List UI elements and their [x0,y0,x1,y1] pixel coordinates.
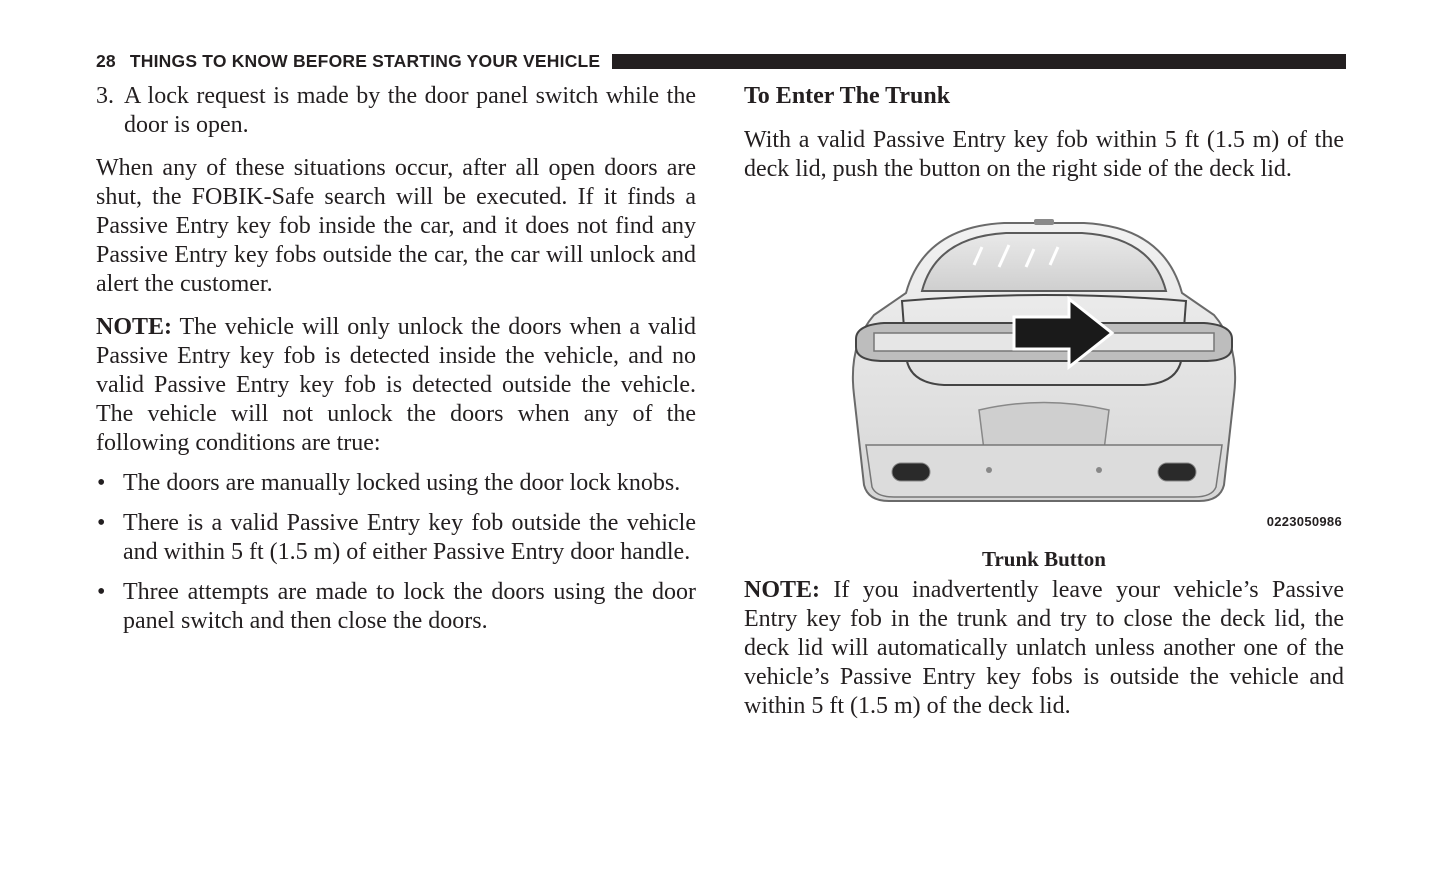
conditions-list [96,469,696,636]
list-item [96,469,696,498]
note-text: The vehicle will only unlock the doors when a valid Passive Entry key fob is detected inside the vehicle, and no valid Passive Entry key fob is detected outside the vehicle. The vehicle will not unlock the doors when any of the following conditions are true: [96,314,696,456]
note-label: NOTE: [744,577,821,603]
third-brake-light [1034,219,1054,225]
list-item [96,578,696,636]
section-title: THINGS TO KNOW BEFORE STARTING YOUR VEHICLE [129,50,601,71]
bullet-text: The doors are manually locked using the door lock knobs. [123,470,681,496]
exhaust-left [892,463,930,481]
left-column [96,82,696,647]
header-text [96,51,600,72]
page-header [96,50,1346,72]
item-text: A lock request is made by the door panel switch while the door is open. [124,83,696,138]
bullet-text: Three attempts are made to lock the doors using the door panel switch and then close the doors. [123,579,696,634]
numbered-item-3 [96,82,696,140]
trunk-note-text [744,576,1344,721]
item-number: 3. [96,83,114,109]
note-label: NOTE: [96,314,173,340]
page-number: 28 [96,50,116,71]
trunk-paragraph: With a valid Passive Entry key fob within 5 ft (1.5 m) of the deck lid, push the button on the right side of the deck lid. [744,127,1344,182]
header-rule [612,54,1346,69]
note-text: If you inadvertently leave your vehicle’s Passive Entry key fob in the trunk and try to close the deck lid, the deck lid will automatically unlatch unless another one of the vehicle’s Passive Entry key fobs is outside the vehicle and within 5 ft (1.5 m) of the deck lid. [744,577,1344,719]
bullet-icon: • [97,579,106,605]
section-heading: To Enter The Trunk [744,83,951,109]
bullet-text: There is a valid Passive Entry key fob outside the vehicle and within 5 ft (1.5 m) of either Passive Entry door handle. [123,510,696,565]
figure-code: 0223050986 [1266,514,1342,529]
parking-sensor [986,467,992,473]
trunk-figure [744,205,1344,535]
figure-caption: Trunk Button [982,547,1106,571]
note-paragraph [96,313,696,458]
parking-sensor [1096,467,1102,473]
list-item [96,509,696,567]
car-rear-illustration [744,205,1344,535]
trunk-note-paragraph [744,576,1344,721]
fobik-safe-paragraph: When any of these situations occur, after all open doors are shut, the FOBIK-Safe search will be executed. If it finds a Passive Entry key fob inside the car, and it does not find any Passive Entry key fobs outside the car, the car will unlock and alert the customer. [96,155,696,297]
bullet-icon: • [97,470,106,496]
bullet-icon: • [97,510,106,536]
exhaust-right [1158,463,1196,481]
right-column [744,82,1344,184]
